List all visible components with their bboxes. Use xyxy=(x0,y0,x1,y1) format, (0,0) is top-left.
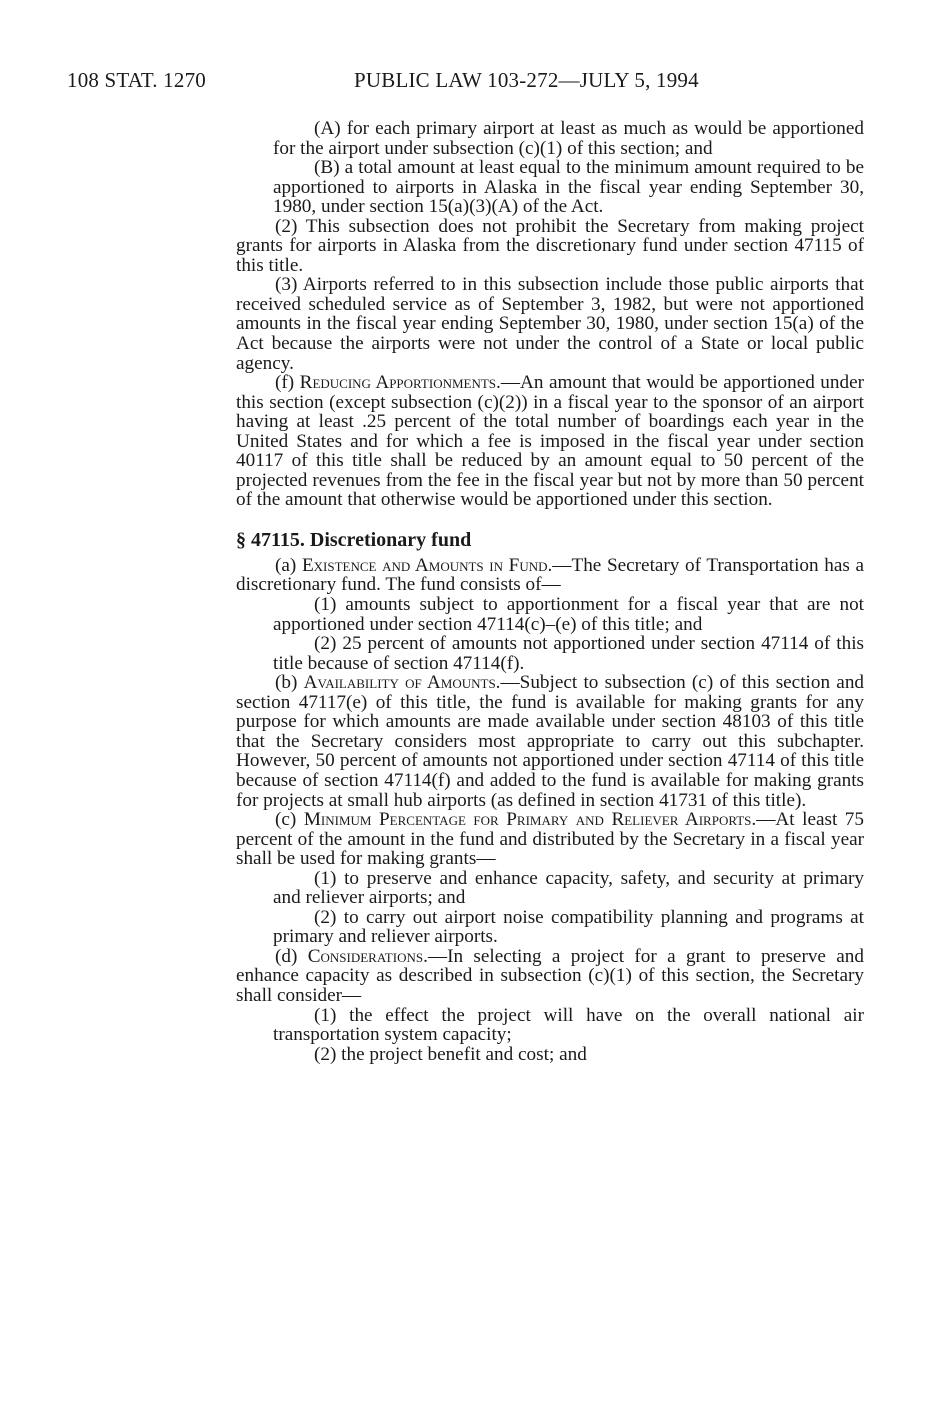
subsection-b-text: —Subject to subsection (c) of this section and section 47117(e) of this title, the fund is available for making grants for any purpose for which amounts are made available under section 48103 of this title that the Secretary considers most appropriate to carry out this subchapter. However, 50 percent of amounts not apportioned under section 47114 of this title because of section 47114(f) and added to the fund is available for making grants for projects at small hub airports (as defined in section 41731 of this title). xyxy=(236,672,865,811)
subsection-f-reducing-apportionments xyxy=(236,373,864,510)
statute-page-number: 108 STAT. 1270 xyxy=(67,68,206,92)
page-header xyxy=(67,66,867,94)
subsection-d-label: (d) xyxy=(275,945,308,967)
subsection-a-label: (a) xyxy=(275,554,302,576)
paragraph-2-discretionary-grants: (2) This subsection does not prohibit the Secretary from making project grants for airports in Alaska from the discretionary fund under section 47115 of this title. xyxy=(236,215,864,276)
document-body xyxy=(236,119,864,1064)
subsection-c-heading: Minimum Percentage for Primary and Reliever Airports. xyxy=(303,809,757,831)
subsection-c-label: (c) xyxy=(275,809,304,831)
paragraph-a-primary-airport: (A) for each primary airport at least as much as would be apportioned for the airport under subsection (c)(1) of this section; and xyxy=(273,118,864,159)
subsection-b-label: (b) xyxy=(275,672,304,694)
subsection-c-item-2: (2) to carry out airport noise compatibility planning and programs at primary and reliever airports. xyxy=(273,906,864,948)
subsection-d-item-2: (2) the project benefit and cost; and xyxy=(314,1043,587,1065)
paragraph-b-alaska-minimum: (B) a total amount at least equal to the minimum amount required to be apportioned to airports in Alaska in the fiscal year ending September 30, 1980, under section 15(a)(3)(A) of the Act. xyxy=(273,157,864,218)
subsection-a-item-2: (2) 25 percent of amounts not apportioned under section 47114 of this title because of section 47114(f). xyxy=(273,633,864,674)
subsection-d-text: —In selecting a project for a grant to preserve and enhance capacity as described in subsection (c)(1) of this section, the Secretary shall consider— xyxy=(236,945,864,1006)
subsection-a-text: —The Secretary of Transportation has a discretionary fund. The fund consists of— xyxy=(236,554,864,596)
subsection-d-heading: Considerations. xyxy=(307,945,428,967)
subsection-c-minimum-percentage xyxy=(236,810,864,869)
subsection-c-text: —At least 75 percent of the amount in the fund and distributed by the Secretary in a fiscal year shall be used for making grants— xyxy=(236,809,864,870)
subsection-d-considerations xyxy=(236,947,864,1006)
subsection-a-item-1: (1) amounts subject to apportionment for a fiscal year that are not apportioned under section 47114(c)–(e) of this title; and xyxy=(273,594,864,635)
subsection-c-item-1: (1) to preserve and enhance capacity, safety, and security at primary and reliever airports; and xyxy=(273,867,864,909)
subsection-d-item-1: (1) the effect the project will have on the overall national air transportation system capacity; xyxy=(273,1004,864,1046)
subsection-b-heading: Availability of Amounts. xyxy=(303,672,501,694)
running-title: PUBLIC LAW 103-272—JULY 5, 1994 xyxy=(354,68,699,92)
subsection-a-heading: Existence and Amounts in Fund. xyxy=(301,554,553,576)
paragraph-3-airports-referred: (3) Airports referred to in this subsection include those public airports that received scheduled service as of September 3, 1982, but were not apportioned amounts in the fiscal year ending September 30, 1980, under section 15(a) of the Act because the airports were not under the control of a State or local public agency. xyxy=(236,274,864,374)
subsection-b-availability xyxy=(236,673,864,810)
section-heading-47115: § 47115. Discretionary fund xyxy=(236,528,472,551)
subsection-f-heading: Reducing Apportionments. xyxy=(299,372,501,394)
subsection-f-text: —An amount that would be apportioned under this section (except subsection (c)(2)) in a fiscal year to the sponsor of an airport having at least .25 percent of the total number of boardings each year in the United States and for which a fee is imposed in the fiscal year under section 40117 of this title shall be reduced by an amount equal to 50 percent of the projected revenues from the fee in the fiscal year but not by more than 50 percent of the amount that otherwise would be apportioned under this section. xyxy=(236,372,864,511)
subsection-f-label: (f) xyxy=(275,372,300,394)
subsection-a-existence xyxy=(236,556,864,595)
